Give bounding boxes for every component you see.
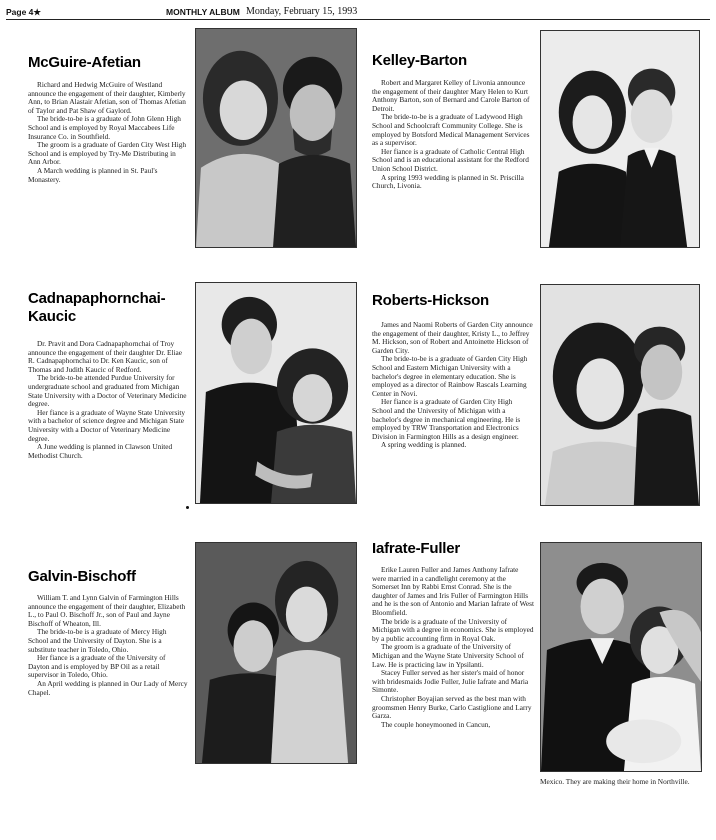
announcement-body xyxy=(372,79,534,191)
paragraph: The bride is a graduate of the University of Michigan with a degree in economics. She is employed by a public accounting firm in Royal Oak. xyxy=(372,616,534,643)
couple-photo xyxy=(195,542,357,764)
paragraph: Her fiance is a graduate of Garden City High School and the University of Michigan with a bachelor's degree in mechanical engineering. He is employed by TRW Transportation and Electronics Division in Farmington Hills as a design engineer. xyxy=(372,397,521,441)
paragraph: Robert and Margaret Kelley of Livonia announce the engagement of their daughter Mary Helen to Kurt Anthony Barton, son of Bernard and Carole Barton of Detroit. xyxy=(372,78,530,113)
announcement-body xyxy=(372,566,534,729)
paragraph: The groom is a graduate of the University of Michigan and the Wayne State University School of Law. He is practicing law in Ypsilanti. xyxy=(372,642,524,669)
couple-photo xyxy=(195,28,357,248)
paragraph: Dr. Pravit and Dora Cadnapaphornchai of Troy announce the engagement of their daughter Dr. Eliae R. Cadnapaphornchai to Dr. Ken Kaucic, son of Thomas and Judith Kaucic of Redford. xyxy=(28,339,182,374)
couple-photo xyxy=(540,30,700,248)
paragraph: James and Naomi Roberts of Garden City announce the engagement of their daughter, Kristy L., to Jeffrey M. Hickson, son of Robert and Antoinette Hickson of Garden City. xyxy=(372,320,533,355)
paragraph: Richard and Hedwig McGuire of Westland announce the engagement of their daughter, Kimberly Ann, to Brian Alastair Afetian, son of Thomas Afetian of Taylor and Pat Shaw of Gaylord. xyxy=(28,80,186,115)
paragraph: The bride-to-be is a graduate of John Glenn High School and is employed by Royal Maccabees Life Insurance Co. in Southfield. xyxy=(28,114,181,141)
announcement-title: Kelley-Barton xyxy=(372,52,467,69)
print-speck xyxy=(186,506,189,509)
paragraph: Christopher Boyajian served as the best man with groomsmen Henry Burke, Carlo Castiglione and Larry Garza. xyxy=(372,693,532,721)
couple-photo xyxy=(195,282,357,504)
couple-photo xyxy=(540,284,700,506)
paragraph: The bride-to-be is a graduate of Garden City High School and Eastern Michigan University with a bachelor's degree in elementary education. She is employed as a director of Rainbow Rascals Learning Center in Novi. xyxy=(372,354,528,398)
wedding-photo xyxy=(540,542,702,772)
announcement-body xyxy=(28,340,188,460)
paragraph: Her fiance is a graduate of Wayne State University with a bachelor of science degree and Michigan State University with a Doctor of Veterinary Medicine degree. xyxy=(28,407,185,443)
announcement-title: Roberts-Hickson xyxy=(372,292,490,309)
paragraph: The bride-to-be is a graduate of Mercy High School and the University of Dayton. She is a substitute teacher in Toledo, Ohio. xyxy=(28,627,167,654)
article-continuation: Mexico. They are making their home in Northville. xyxy=(540,777,690,786)
paragraph: William T. and Lynn Galvin of Farmington Hills announce the engagement of their daughter, Elizabeth L., to Paul O. Bischoff Jr., son of Paul and Jayne Bischoff of Wheaton, Ill. xyxy=(28,593,186,628)
issue-date: Monday, February 15, 1993 xyxy=(246,6,358,17)
announcement-galvin-bischoff xyxy=(28,568,188,697)
paragraph: The couple honeymooned in Cancun, xyxy=(381,719,491,729)
paragraph: A June wedding is planned in Clawson United Methodist Church. xyxy=(28,442,173,460)
paragraph: A spring wedding is planned. xyxy=(381,440,467,450)
paragraph: The bride-to-be is a graduate of Ladywood High School and Schoolcraft Community College. She is employed by Botsford Medical Management Services as a supervisor. xyxy=(372,112,530,148)
announcement-body xyxy=(372,321,534,450)
announcement-title: Cadnapaphornchai-Kaucic xyxy=(28,290,166,325)
paragraph: A spring 1993 wedding is planned in St. Priscilla Church, Livonia. xyxy=(372,172,524,191)
paragraph: Her fiance is a graduate of Catholic Central High School and is an educational assistant for the Redford Union School District. xyxy=(372,146,529,173)
announcement-title: McGuire-Afetian xyxy=(28,54,141,71)
paragraph: Her fiance is a graduate of the University of Dayton and is employed by BP Oil as a retail supervisor in Toledo, Ohio. xyxy=(28,653,166,680)
paragraph: The groom is a graduate of Garden City West High School and is employed by Try-Me Distributing in Ann Arbor. xyxy=(28,140,187,167)
announcement-body xyxy=(28,81,188,184)
page-number: Page 4★ xyxy=(6,7,42,17)
announcement-mcguire-afetian xyxy=(28,54,188,184)
paragraph: Stacey Fuller served as her sister's maid of honor with bridesmaids Jodie Fuller, Julie Iafrate and Maria Simonte. xyxy=(372,668,529,695)
announcement-iafrate-fuller xyxy=(372,540,534,729)
announcement-kelley-barton xyxy=(372,52,534,191)
section-name: MONTHLY ALBUM xyxy=(166,7,240,17)
paragraph: An April wedding is planned in Our Lady of Mercy Chapel. xyxy=(28,678,188,697)
announcement-title: Iafrate-Fuller xyxy=(372,540,461,557)
page-header xyxy=(6,4,710,20)
paragraph: Erike Lauren Fuller and James Anthony Iafrate were married in a candlelight ceremony at the Somerset Inn by Rabbi Ernst Conrad. She is the daughter of James and Iris Fuller of Farmington Hills and he is the son of Antonio and Marian Iafrate of West Bloomfield. xyxy=(372,565,534,617)
announcement-body xyxy=(28,594,188,697)
paragraph: A March wedding is planned in St. Paul's Monastery. xyxy=(28,165,158,184)
paragraph: The bride-to-be attended Purdue University for undergraduate school and graduated from Michigan State University with a Doctor of Veterinary Medicine degree. xyxy=(28,373,187,409)
announcement-roberts-hickson xyxy=(372,292,534,450)
announcement-title: Galvin-Bischoff xyxy=(28,568,136,585)
announcement-cadnapaphornchai-kaucic xyxy=(28,290,188,460)
